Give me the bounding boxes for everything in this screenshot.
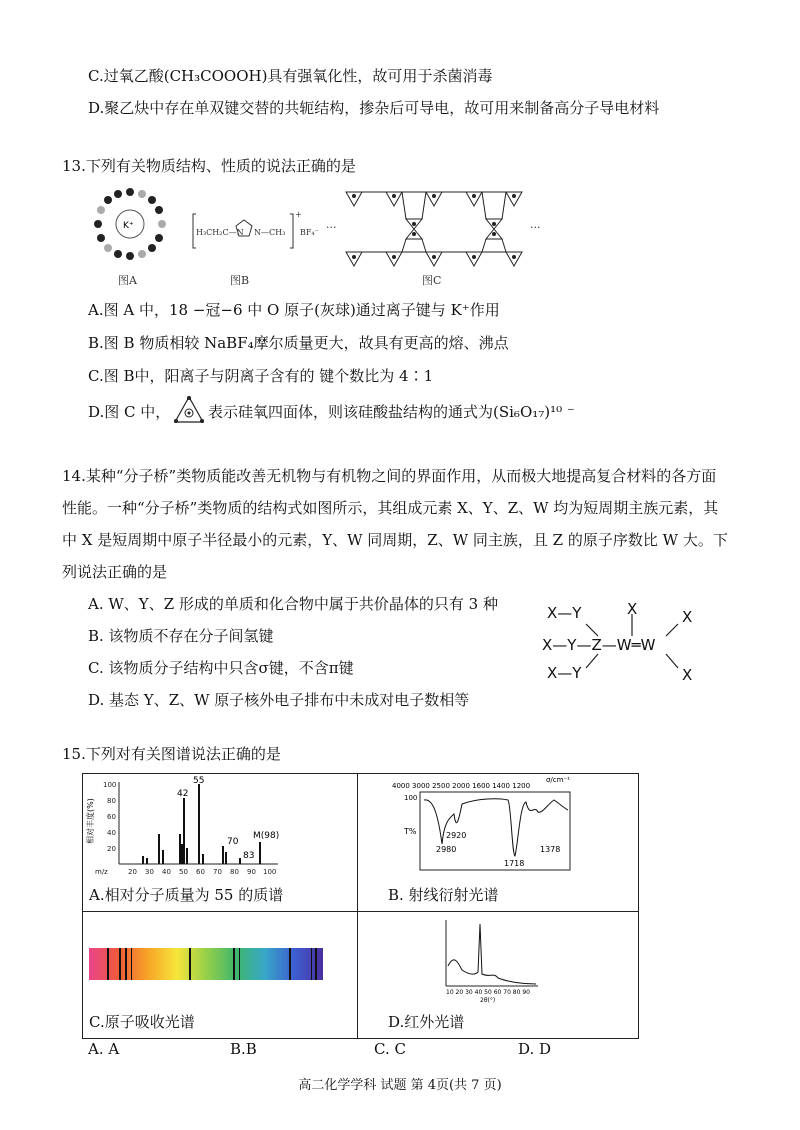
figure-c-left-dots: ··· — [326, 221, 337, 234]
ms-xtick: 90 — [247, 868, 256, 876]
q13-stem: 13.下列有关物质结构、性质的说法正确的是 — [62, 157, 356, 175]
ms-peak-label: 83 — [243, 851, 255, 861]
ms-ytick: 80 — [107, 797, 116, 805]
ms-xtick: 80 — [230, 868, 239, 876]
q14-struct-x-top: X — [627, 600, 638, 618]
q14-struct-row2: X—Y—Z—W═W — [542, 636, 656, 654]
q13-option-a: A.图 A 中，18 −冠−6 中 O 原子(灰球)通过离子键与 K⁺作用 — [88, 301, 500, 319]
page-footer: 高二化学学科 试题 第 4页(共 7 页) — [298, 1078, 502, 1093]
ms-xtick: 40 — [162, 868, 171, 876]
ms-xtick: 50 — [179, 868, 188, 876]
ms-ytick: 40 — [107, 829, 116, 837]
q13-option-d-text: 表示硅氧四面体，则该硅酸盐结构的通式为(Si₆O₁₇)¹⁰ ⁻ — [208, 403, 575, 421]
figure-a-caption: 图A — [118, 274, 137, 287]
cell-b — [358, 774, 639, 912]
answer-d: D. D — [518, 1040, 552, 1058]
ms-ytick: 100 — [103, 781, 117, 789]
q13-option-c: C.图 B中，阳离子与阴离子含有的 键个数比为 4∶1 — [88, 367, 434, 385]
ms-xtick: 20 — [128, 868, 137, 876]
figure-b-anion: BF₄⁻ — [300, 228, 319, 237]
cell-c — [83, 912, 358, 1039]
q14-struct-row3: X—Y — [547, 664, 582, 682]
cell-a-label: A.相对分子质量为 55 的质谱 — [89, 886, 284, 904]
ms-peak-label: 70 — [227, 837, 239, 847]
answer-a: A. A — [88, 1040, 120, 1058]
answer-c: C. C — [374, 1040, 406, 1058]
figure-c-caption: 图C — [422, 274, 442, 287]
q14-stem-line4: 列说法正确的是 — [62, 563, 168, 581]
figure-c-right-dots: ··· — [530, 221, 541, 234]
cell-a — [83, 774, 358, 912]
ms-peak-label: 42 — [177, 789, 189, 799]
cell-b-label: B. 射线衍射光谱 — [388, 886, 499, 904]
xrd-xticks: 10 20 30 40 50 60 70 80 90 — [446, 989, 530, 996]
ms-peak-label: M(98) — [253, 831, 280, 841]
ir-peak-label: 2920 — [446, 831, 467, 840]
ms-xtick: 30 — [145, 868, 154, 876]
q12-option-d: D.聚乙炔中存在单双键交替的共轭结构，掺杂后可导电，故可用来制备高分子导电材料 — [88, 99, 660, 117]
absorption-spectrum-bar — [89, 948, 323, 980]
q14-struct-x-right1: X — [682, 608, 693, 626]
answer-b: B.B — [230, 1040, 257, 1058]
ms-peak-label: 55 — [193, 776, 205, 786]
ms-ytick: 20 — [107, 845, 116, 853]
q13-option-b: B.图 B 物质相较 NaBF₄摩尔质量更大，故具有更高的熔、沸点 — [88, 334, 509, 352]
figure-b-charge: + — [295, 210, 302, 219]
ir-ylabel: T% — [404, 827, 417, 836]
q15-stem: 15.下列对有关图谱说法正确的是 — [62, 745, 281, 763]
ir-peak-label: 2980 — [436, 845, 457, 854]
mass-spectrum — [83, 774, 357, 879]
cell-d-label: D.红外光谱 — [388, 1013, 465, 1031]
q14-struct-x-right2: X — [682, 666, 693, 684]
ms-ylabel: 相对丰度(%) — [86, 798, 95, 844]
xrd-xlabel: 2θ(°) — [480, 997, 496, 1004]
ms-xtick: 60 — [196, 868, 205, 876]
q14-stem-line1: 14.某种“分子桥”类物质能改善无机物与有机物之间的界面作用，从而极大地提高复合材料的各方面 — [62, 467, 717, 485]
q15-spectra-table — [82, 773, 639, 1039]
q13-option-d-prefix: D.图 C 中， — [88, 403, 171, 421]
cell-c-label: C.原子吸收光谱 — [89, 1013, 195, 1031]
k-ion-label: K⁺ — [123, 221, 134, 231]
ms-xlabel: m/z — [95, 868, 108, 876]
q14-option-a: A. W、Y、Z 形成的单质和化合物中属于共价晶体的只有 3 种 — [88, 595, 498, 613]
q14-option-b: B. 该物质不存在分子间氢键 — [88, 627, 274, 645]
q14-stem-line2: 性能。一种“分子桥”类物质的结构式如图所示，其组成元素 X、Y、Z、W 均为短周期主族元素，其 — [62, 499, 719, 517]
ir-unit: σ/cm⁻¹ — [546, 776, 570, 784]
q14-option-c: C. 该物质分子结构中只含σ键，不含π键 — [88, 659, 354, 677]
ir-top-axis: 4000 3000 2500 2000 1600 1400 1200 — [392, 782, 531, 790]
ir-peak-label: 1718 — [504, 859, 525, 868]
ir-peak-label: 1378 — [540, 845, 561, 854]
q14-option-d: D. 基态 Y、Z、W 原子核外电子排布中未成对电子数相等 — [88, 691, 470, 709]
q14-struct-row1: X—Y — [547, 604, 582, 622]
tetrahedron-icon — [172, 394, 206, 426]
figure-b-left-formula: H₃CH₂C—N — [196, 228, 244, 237]
ms-ytick: 60 — [107, 813, 116, 821]
figure-a-crown-ether — [92, 186, 168, 266]
q12-option-c: C.过氧乙酸(CH₃COOOH)具有强氧化性，故可用于杀菌消毒 — [88, 67, 493, 85]
ir-spectrum — [358, 774, 638, 879]
xrd-pattern — [358, 912, 638, 1004]
ms-xtick: 70 — [213, 868, 222, 876]
cell-d — [358, 912, 639, 1039]
figure-c-silicate-chain — [326, 184, 546, 274]
ir-ytick: 100 — [404, 794, 418, 802]
figure-b-caption: 图B — [230, 274, 250, 287]
q14-stem-line3: 中 X 是短周期中原子半径最小的元素，Y、W 同周期，Z、W 同主族，且 Z 的原子序数比 W 大。下 — [62, 531, 728, 549]
figure-b-right-formula: N—CH₃ — [254, 228, 286, 237]
ms-xtick: 100 — [263, 868, 277, 876]
